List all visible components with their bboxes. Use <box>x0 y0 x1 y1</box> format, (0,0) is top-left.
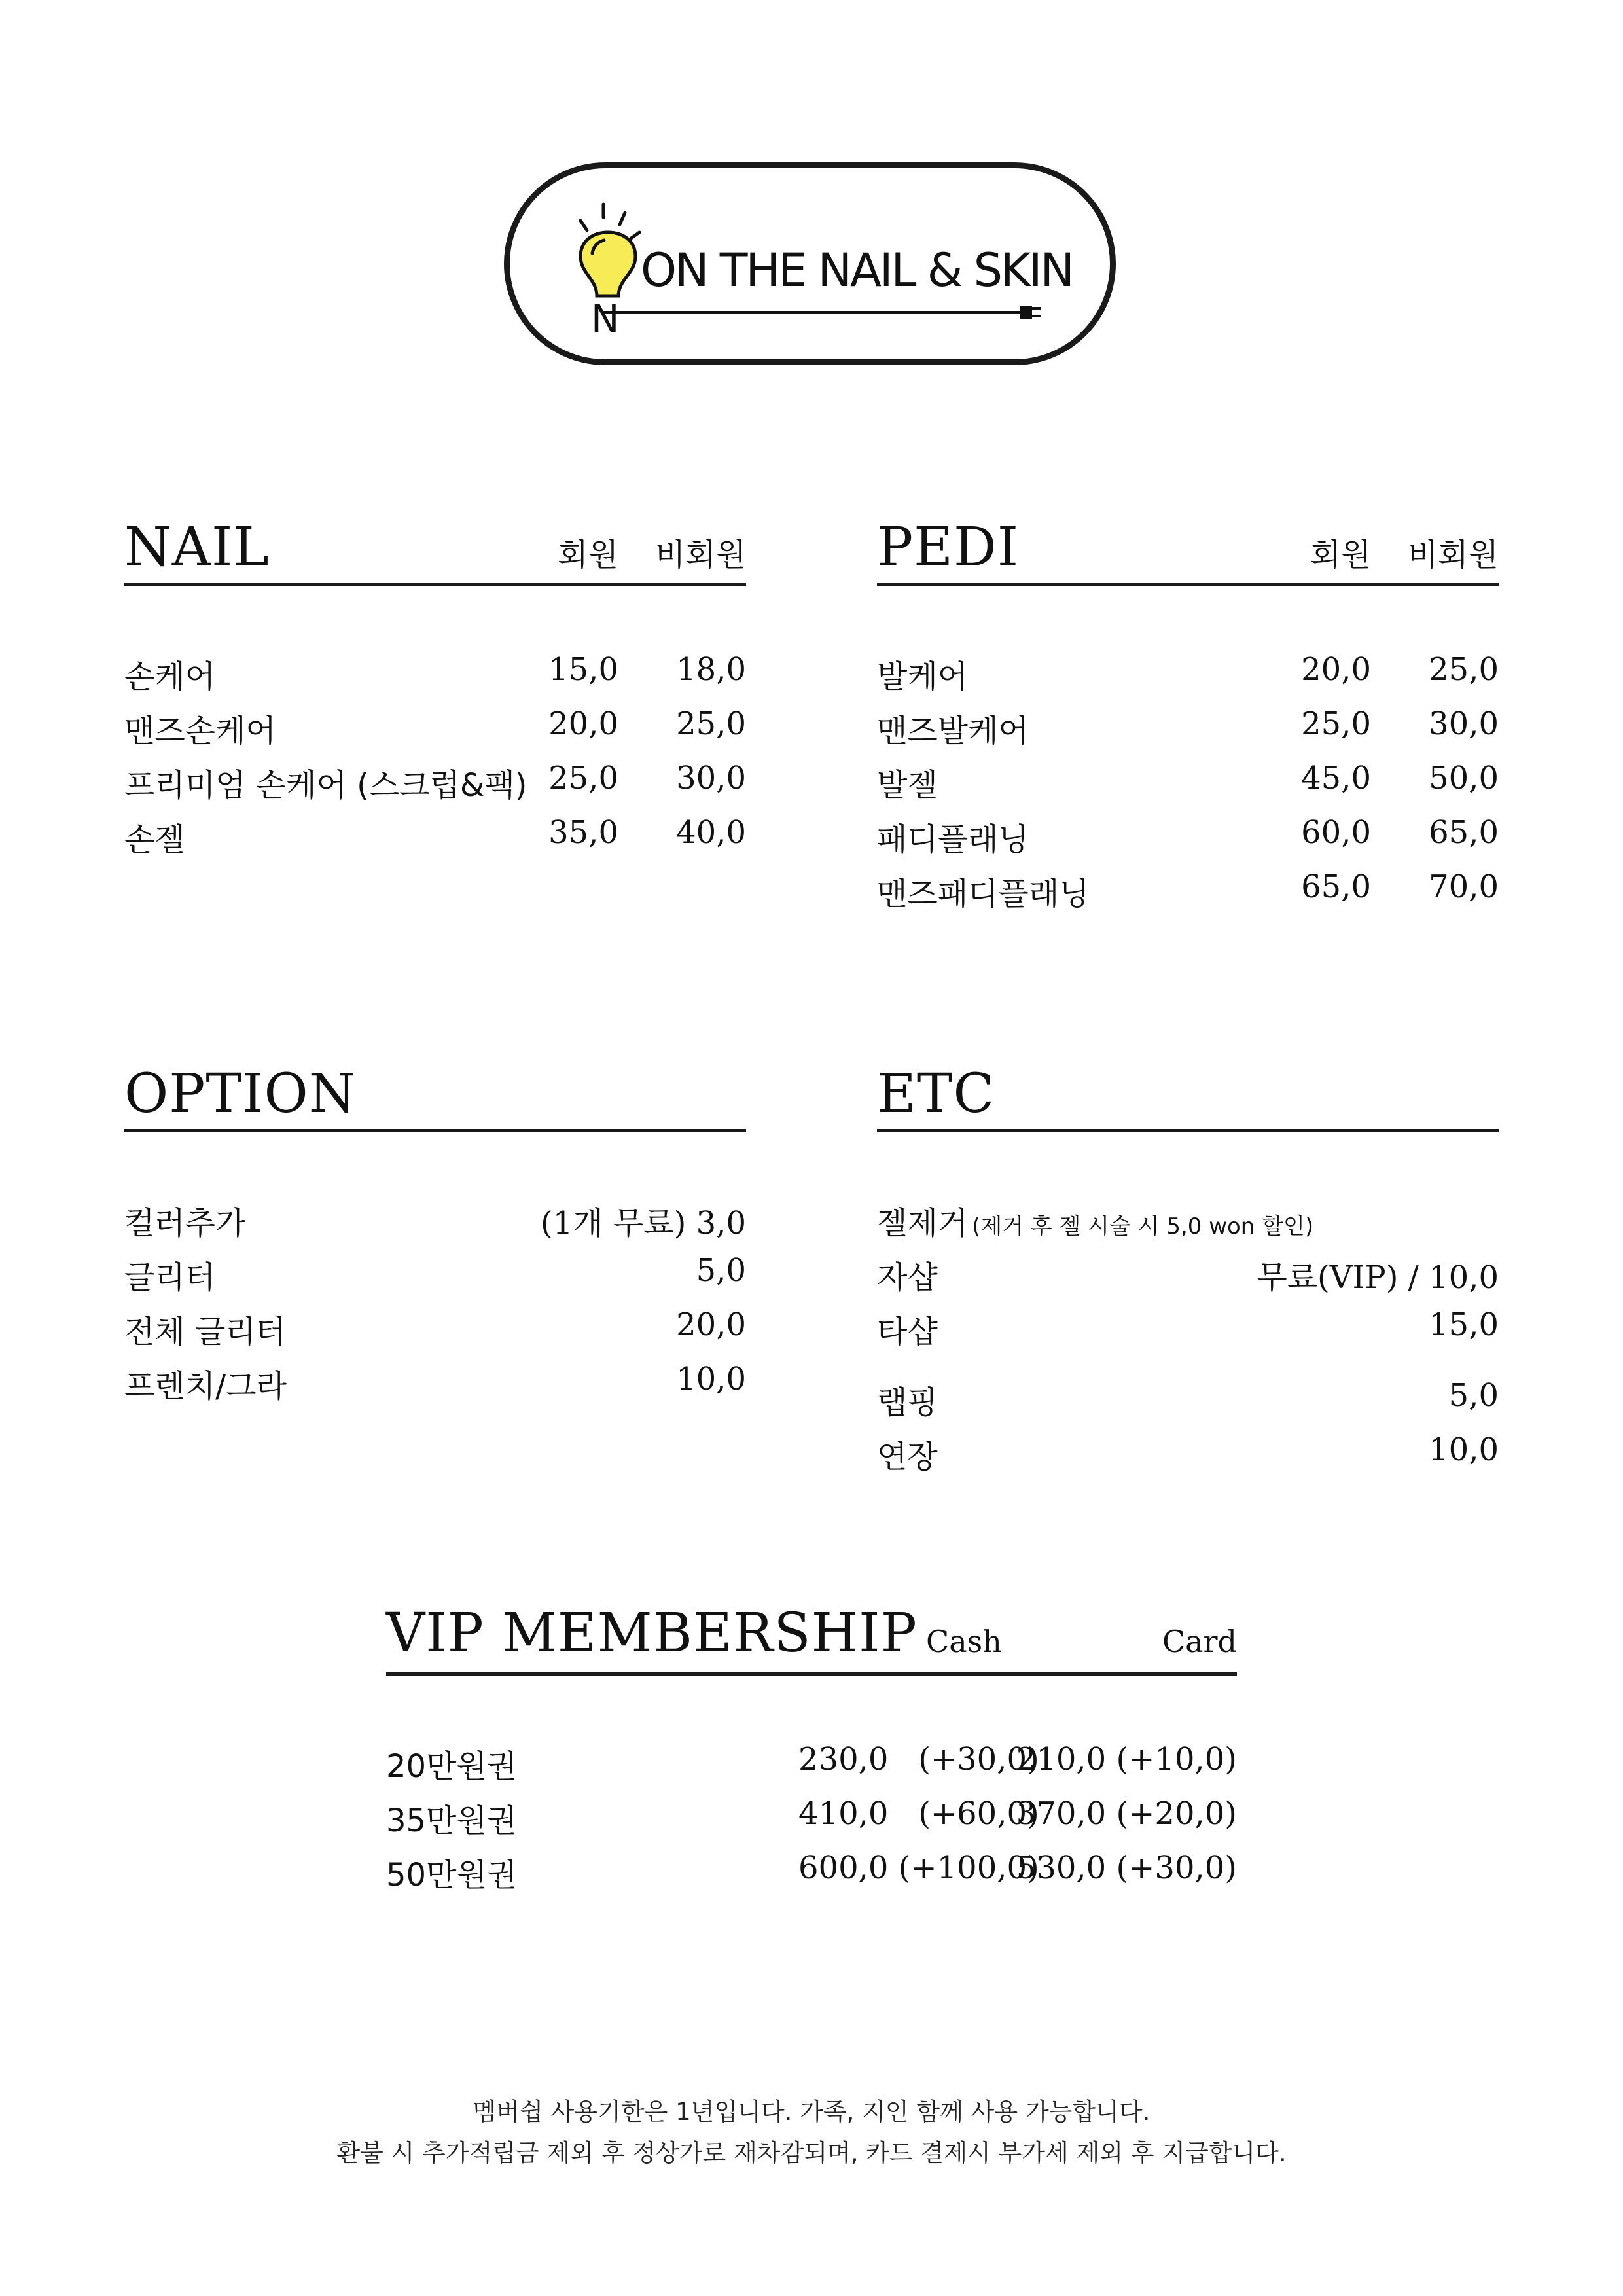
pedi-member-column: 회원 <box>1310 537 1371 573</box>
nonmember-price: 25,0 <box>1429 651 1499 688</box>
service-name: 패디플래닝 <box>877 821 1029 858</box>
price-row <box>386 1741 1237 1795</box>
price-row <box>124 1252 746 1306</box>
card-price: 530,0 (+30,0) <box>1016 1850 1237 1886</box>
service-name: 자샵 <box>877 1259 938 1296</box>
price-row <box>877 1377 1499 1431</box>
vip-section <box>386 1590 1237 1904</box>
service-name: 글리터 <box>124 1259 216 1296</box>
price: (1개 무료) 3,0 <box>541 1205 746 1242</box>
cash-price: 600,0 (+100,0) <box>798 1850 1039 1886</box>
notice-line-2: 환불 시 추가적립금 제외 후 정상가로 재차감되며, 카드 결제시 부가세 제외 후 지급합니다. <box>336 2139 1287 2167</box>
etc-section <box>877 1050 1499 1486</box>
member-price: 60,0 <box>1301 814 1371 851</box>
service-name: 연장 <box>877 1439 938 1475</box>
nonmember-price: 30,0 <box>676 760 746 797</box>
price: 5,0 <box>1448 1377 1499 1414</box>
membership-name: 50만원권 <box>386 1857 518 1893</box>
membership-notice <box>0 2091 1623 2174</box>
nonmember-price: 25,0 <box>676 706 746 742</box>
pedi-price-list <box>877 651 1499 923</box>
price: 10,0 <box>676 1361 746 1397</box>
price-row <box>124 1361 746 1415</box>
member-price: 35,0 <box>548 814 618 851</box>
service-name: 타샵 <box>877 1314 938 1350</box>
price-row <box>386 1795 1237 1850</box>
nonmember-price: 70,0 <box>1429 869 1499 905</box>
notice-line-1: 멤버쉽 사용기한은 1년입니다. 가족, 지인 함께 사용 가능합니다. <box>473 2098 1150 2126</box>
etc-header <box>877 1050 1499 1132</box>
price-row <box>124 651 746 706</box>
nonmember-price: 18,0 <box>676 651 746 688</box>
price-row <box>877 760 1499 814</box>
plug-icon <box>601 299 1060 325</box>
price-row <box>877 1252 1499 1306</box>
card-price: 210,0 (+10,0) <box>1016 1741 1237 1778</box>
price-row <box>124 760 746 814</box>
nail-header <box>124 504 746 586</box>
price-row <box>877 651 1499 706</box>
cash-price: 230,0 (+30,0) <box>798 1741 1039 1778</box>
nonmember-price: 65,0 <box>1429 814 1499 851</box>
price: 10,0 <box>1429 1431 1499 1468</box>
pedi-section <box>877 504 1499 923</box>
price-row <box>124 706 746 760</box>
member-price: 15,0 <box>548 651 618 688</box>
service-name: 전체 글리터 <box>124 1314 287 1350</box>
service-name: 손젤 <box>124 821 185 858</box>
nonmember-price: 40,0 <box>676 814 746 851</box>
service-name: 젤제거 <box>877 1205 969 1242</box>
service-name: 맨즈손케어 <box>124 713 276 749</box>
service-name: 발젤 <box>877 767 938 804</box>
nail-title: NAIL <box>124 516 270 579</box>
brand-name: ON THE NAIL & SKIN <box>641 243 1073 297</box>
membership-name: 20만원권 <box>386 1748 518 1785</box>
member-price: 25,0 <box>1301 706 1371 742</box>
etc-price-list <box>877 1198 1499 1486</box>
discount-note: (제거 후 젤 시술 시 5,0 won 할인) <box>972 1213 1314 1240</box>
price-row <box>877 1306 1499 1361</box>
cash-column: Cash <box>926 1624 1002 1659</box>
card-price: 370,0 (+20,0) <box>1016 1795 1237 1832</box>
option-header <box>124 1050 746 1132</box>
price: 15,0 <box>1429 1306 1499 1343</box>
service-name: 맨즈발케어 <box>877 713 1029 749</box>
brand-logo <box>504 162 1116 365</box>
nail-nonmember-column: 비회원 <box>654 537 746 573</box>
price-row <box>877 706 1499 760</box>
price-row <box>124 1306 746 1361</box>
option-section <box>124 1050 746 1415</box>
svg-text:N: N <box>591 296 620 338</box>
service-name: 컬러추가 <box>124 1205 246 1242</box>
price-row <box>877 814 1499 869</box>
etc-title: ETC <box>877 1063 995 1125</box>
price-row <box>877 1198 1499 1252</box>
option-price-list <box>124 1198 746 1415</box>
nail-section <box>124 504 746 869</box>
member-price: 25,0 <box>548 760 618 797</box>
price-row <box>386 1850 1237 1904</box>
vip-title: VIP MEMBERSHIP <box>386 1602 918 1664</box>
member-price: 65,0 <box>1301 869 1371 905</box>
member-price: 45,0 <box>1301 760 1371 797</box>
price-row <box>877 1431 1499 1486</box>
price: 무료(VIP) / 10,0 <box>1257 1259 1499 1296</box>
nail-price-list <box>124 651 746 869</box>
cash-price: 410,0 (+60,0) <box>798 1795 1039 1832</box>
pedi-title: PEDI <box>877 516 1020 579</box>
pedi-nonmember-column: 비회원 <box>1407 537 1499 573</box>
price: 20,0 <box>676 1306 746 1343</box>
nonmember-price: 30,0 <box>1429 706 1499 742</box>
nail-member-column: 회원 <box>558 537 618 573</box>
service-name: 랩핑 <box>877 1384 938 1421</box>
price-row <box>124 814 746 869</box>
vip-header <box>386 1590 1237 1676</box>
service-name: 발케어 <box>877 658 969 695</box>
vip-price-list <box>386 1741 1237 1904</box>
service-name: 프렌치/그라 <box>124 1368 287 1405</box>
service-name: 프리미엄 손케어 (스크럽&팩) <box>124 767 527 804</box>
card-column: Card <box>1162 1624 1237 1659</box>
member-price: 20,0 <box>548 706 618 742</box>
pedi-header <box>877 504 1499 586</box>
option-title: OPTION <box>124 1063 357 1125</box>
service-name: 맨즈패디플래닝 <box>877 876 1090 912</box>
member-price: 20,0 <box>1301 651 1371 688</box>
service-name: 손케어 <box>124 658 216 695</box>
service-name-with-note <box>877 1198 1313 1243</box>
price-row <box>877 869 1499 923</box>
price: 5,0 <box>696 1252 746 1289</box>
membership-name: 35만원권 <box>386 1803 518 1839</box>
nonmember-price: 50,0 <box>1429 760 1499 797</box>
price-row <box>124 1198 746 1252</box>
